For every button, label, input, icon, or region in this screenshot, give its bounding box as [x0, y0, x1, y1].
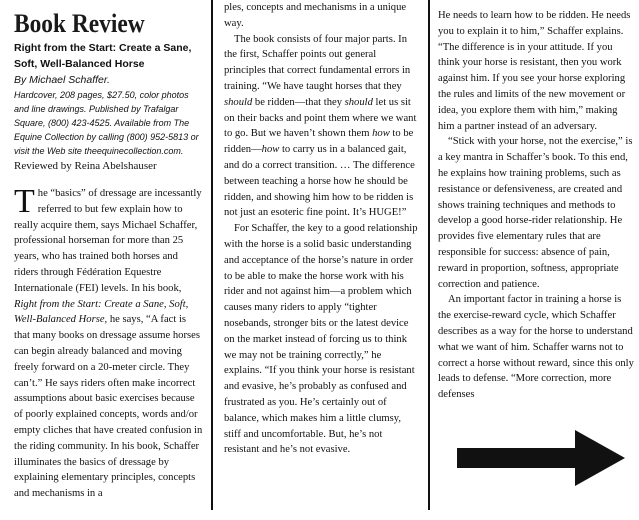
book-title-inline: Right from the Start: Create a Sane, Soft, Well-Balanced Horse, — [14, 298, 189, 326]
paragraph: For Schaffer, the key to a good relationship with the horse is a solid basic understanding and acceptance of the horse’s nature in order to be able to make the horse work with his rider and not against him—a problem which causes many riders to apply “tighter nosebands, stronger bits or the latest device on the market instead of forcing us to think we may not be training correctly,” he explains. “If you think your horse is resistant and evasive, he’s probably as confused and frustrated as you. He’s certainly out of balance, which makes him a little clumsy, stiff and uncomfortable. But, he’s not resistant and he’s not evasive. — [224, 223, 418, 456]
paragraph: The book consists of four major parts. In the first, Schaffer points out general principles that correct fundamental errors in training. “We have taught horses that they should be ridden—that they should let us sit on their backs and point them where we want to go. But we haven’t shown them how to be ridden—how to carry us in a balanced gait, and do a correct transition. … The difference between teaching a horse how he should be ridden, and showing him how to be ridden is not just an esoteric fine point. It’s HUGE!” — [224, 33, 417, 219]
reviewer-credit: Reviewed by Reina Abelshauser — [14, 160, 157, 172]
publication-details: Hardcover, 208 pages, $27.50, color photos and line drawings. Published by Trafalgar Square, (800) 423-4525. Available from The Equine Collection by calling (800) 952-5813 or visit the Web site theequinecollection.com. — [14, 90, 199, 156]
paragraph: He needs to learn how to be ridden. He needs you to explain it to him,” Schaffer explains. “The difference is in your attitude. If you think your horse is resistant, then you work against him. If you see your horse exploring the rules and limits of the new movement or idea, you explore them with him,” making him a partner instead of an adversary. — [438, 10, 631, 132]
author-byline: By Michael Schaffer. — [14, 74, 110, 86]
paragraph: “Stick with your horse, not the exercise,” is a key mantra in Schaffer’s book. To this end, he explains how training problems, such as resistance or defensiveness, are created and shows training techniques and methods to develop a good horse-rider relationship. He provides five elementary rules that are responsible for success: absence of pain, reward in proportion, softness, appropriate correction and patience. — [438, 136, 633, 290]
paragraph: The “basics” of dressage are incessantly referred to but few explain how to really acquire them, says Michael Schaffer, professional horseman for more than 25 years, who has trained both horses and riders through Fédération Equestre Internationale (FEI) levels. In his book, Right from the Start: Create a Sane, Soft, Well-Balanced Horse, he says, “A fact is that many books on dressage assume horses can begin already balanced and moving freely forward on a 20-meter circle. They can’t.” He says riders often make incorrect assumptions about basic exercises because of poorly explained concepts, words and/or empty cliches that have created confusion in the riding community. In his book, Schaffer illuminates the basics of dressage by explaining elementary principles, concepts and mechanisms in a — [14, 183, 203, 500]
column-divider-right — [428, 0, 430, 510]
drop-cap: T — [14, 183, 35, 220]
article-title: Book Review — [14, 10, 145, 38]
column-divider-left — [211, 0, 213, 510]
right-arrow-icon — [457, 428, 627, 488]
paragraph: An important factor in training a horse is the exercise-reward cycle, which Schaffer describes as a way for the horse to understand what we want of him. Schaffer warns not to correct a horse without reward, since this only leads to defense. “More correction, more defenses — [438, 294, 634, 401]
book-subtitle: Right from the Start: Create a Sane, Soft, Well-Balanced Horse — [14, 42, 192, 70]
column-2 — [224, 0, 420, 510]
column-1 — [14, 10, 204, 520]
paragraph: ples, concepts and mechanisms in a unique way. — [224, 2, 407, 29]
